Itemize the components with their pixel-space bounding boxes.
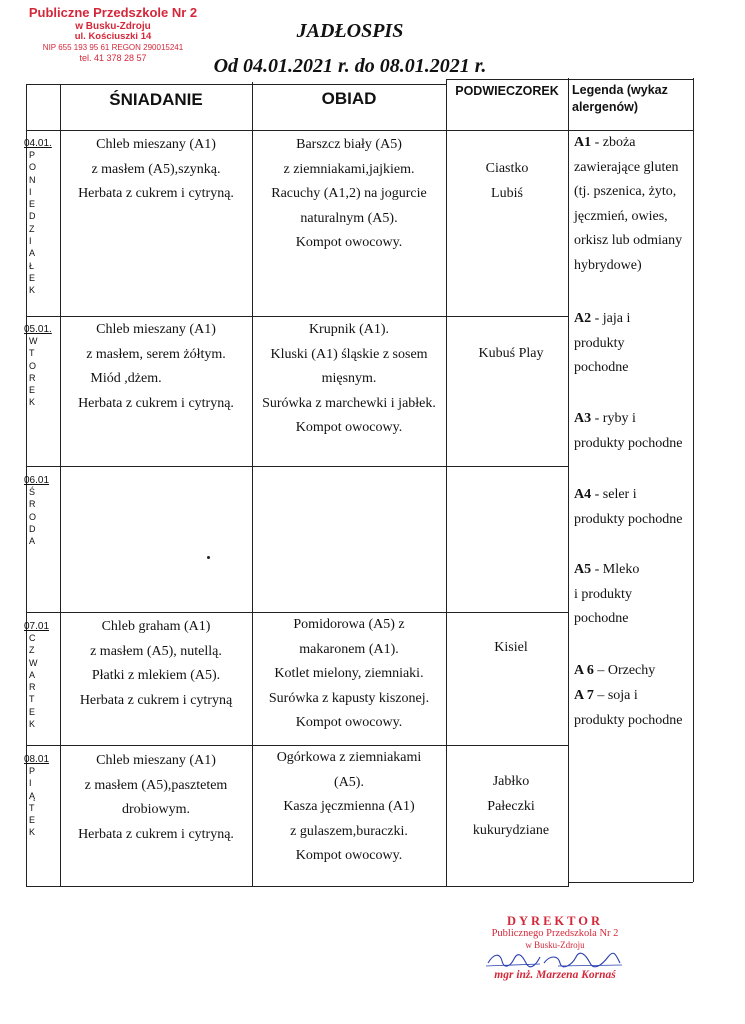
day-name-letter: W: [29, 657, 38, 668]
day-date: 08.01: [24, 754, 50, 765]
legend-text: zawierające gluten: [574, 159, 679, 175]
legend-code: A4: [574, 487, 592, 502]
menu-line: Chleb mieszany (A1): [96, 322, 216, 337]
menu-line: (A5).: [334, 774, 364, 790]
header-lunch: OBIAD: [321, 89, 377, 108]
legend-code: A3: [574, 411, 592, 426]
menu-line: z masłem (A5), nutellą.: [90, 643, 222, 659]
day-name-letter: A: [29, 248, 36, 259]
day-name-letter: D: [29, 523, 36, 534]
legend-text: pochodne: [574, 360, 629, 375]
day-name-letter: E: [29, 706, 36, 717]
director-stamp: [470, 914, 640, 982]
header-legend-line: Legenda (wykaz: [572, 83, 668, 97]
menu-line: Kotlet mielony, ziemniaki.: [274, 666, 424, 681]
stamp-line-3: ul. Kościuszki 14: [74, 31, 152, 43]
legend-text: produkty: [574, 335, 625, 351]
menu-line: Racuchy (A1,2) na jogurcie: [271, 186, 427, 201]
day-name-letter: E: [29, 272, 36, 283]
legend-text: produkty pochodne: [574, 511, 683, 527]
menu-line: Surówka z kapusty kiszonej.: [268, 690, 430, 706]
breakfast-cell: [60, 133, 252, 207]
handwritten-signature-icon: [480, 951, 630, 969]
day-name-letter: A: [29, 669, 36, 680]
menu-line: Herbata z cukrem i cytryną.: [78, 395, 234, 411]
menu-line: Kluski (A1) śląskie z sosem: [270, 346, 428, 362]
day-name-letter: I: [29, 236, 32, 247]
day-name-letter: T: [29, 348, 35, 359]
menu-line: Krupnik (A1).: [308, 322, 390, 337]
day-name-letter: P: [29, 150, 36, 160]
director-name: mgr inż. Marzena Kornaś: [494, 968, 616, 981]
day-label: [24, 621, 54, 730]
date-range: Od 04.01.2021 r. do 08.01.2021 r.: [213, 55, 487, 77]
legend-text: pochodne: [574, 611, 629, 626]
grid-line: [26, 466, 568, 467]
day-name-letter: Z: [29, 645, 35, 656]
menu-line: Kompot owocowy.: [295, 715, 403, 730]
day-name-letter: A: [29, 536, 36, 547]
menu-line: Pomidorowa (A5) z: [293, 617, 405, 632]
day-date: 06.01: [24, 475, 50, 486]
legend-text: i produkty: [574, 586, 632, 602]
day-name-letter: R: [29, 499, 36, 510]
legend-entry-a2: [574, 307, 694, 381]
stamp-line-5: tel. 41 378 28 57: [79, 52, 147, 63]
menu-line: Pałeczki: [487, 798, 535, 814]
menu-line: Kisiel: [494, 640, 528, 655]
director-line-2: Publicznego Przedszkola Nr 2: [491, 928, 619, 940]
menu-line: z masłem (A5),szynką.: [91, 161, 221, 177]
menu-line: Barszcz biały (A5): [296, 137, 402, 152]
legend-code: A1: [574, 135, 592, 150]
day-name-letter: E: [29, 199, 36, 210]
header-legend-line: alergenów): [572, 99, 638, 114]
grid-line: [26, 84, 446, 85]
day-name-letter: T: [29, 802, 35, 813]
menu-line: Płatki z mlekiem (A5).: [91, 668, 221, 683]
day-name-letter: T: [29, 694, 35, 705]
day-name-letter: W: [29, 336, 38, 346]
legend-text: (tj. pszenica, żyto,: [574, 184, 677, 199]
day-name-letter: P: [29, 766, 36, 776]
day-date: 07.01: [24, 621, 50, 632]
lunch-cell: [252, 746, 446, 869]
menu-line: drobiowym.: [121, 802, 191, 817]
header-snack: PODWIECZOREK: [455, 84, 559, 98]
legend-code: A 7: [574, 688, 594, 703]
legend-text: - zboża: [591, 135, 636, 150]
legend-text: – Orzechy: [593, 663, 656, 678]
menu-line: Chleb mieszany (A1): [96, 137, 216, 152]
day-label: [24, 138, 54, 297]
menu-line: Chleb mieszany (A1): [96, 753, 216, 768]
legend-text: - Mleko: [591, 562, 640, 577]
menu-line: Kompot owocowy.: [295, 420, 403, 435]
day-name-letter: Ą: [29, 790, 36, 801]
menu-line: Herbata z cukrem i cytryną.: [78, 186, 234, 201]
day-name-letter: Ł: [29, 260, 35, 271]
menu-line: makaronem (A1).: [299, 641, 399, 657]
day-label: [24, 754, 54, 839]
day-date: 05.01.: [24, 324, 52, 335]
day-name-letter: N: [29, 174, 36, 185]
legend-text: - jaja i: [591, 311, 631, 326]
legend-text: - seler i: [591, 487, 637, 502]
menu-line: Kompot owocowy.: [295, 235, 403, 250]
snack-cell: [446, 342, 576, 367]
day-name-letter: E: [29, 385, 36, 396]
menu-line: z masłem, serem żółtym.: [86, 346, 226, 362]
day-name-letter: R: [29, 372, 36, 383]
menu-line: Kompot owocowy.: [295, 848, 403, 863]
menu-line: z gulaszem,buraczki.: [290, 823, 408, 839]
menu-line: Surówka z marchewki i jabłek.: [262, 395, 436, 411]
menu-line: Kubuś Play: [478, 346, 544, 361]
legend-text: jęczmień, owies,: [574, 208, 668, 224]
menu-line: naturalnym (A5).: [300, 210, 398, 226]
snack-cell: [446, 636, 576, 661]
lunch-cell: [252, 613, 446, 736]
lunch-cell: [252, 133, 446, 256]
legend-code: A5: [574, 562, 592, 577]
menu-line: Chleb graham (A1): [101, 619, 211, 634]
director-line-3: w Busku-Zdroju: [525, 940, 585, 951]
day-label: [24, 475, 54, 547]
legend-entry-a1: [574, 131, 694, 278]
legend-entry-a3: [574, 407, 694, 456]
breakfast-cell: [60, 318, 252, 416]
day-name-letter: O: [29, 162, 37, 173]
day-name-letter: I: [29, 186, 32, 197]
menu-line: Lubiś: [491, 185, 523, 201]
snack-cell: [446, 770, 576, 844]
page-title: JADŁOSPIS: [296, 20, 404, 42]
grid-line: [26, 886, 568, 887]
menu-line: z masłem (A5),pasztetem: [84, 777, 228, 793]
legend-entry-a6: [574, 659, 694, 684]
menu-line: Ogórkowa z ziemniakami: [276, 750, 422, 765]
legend-entry-a7: [574, 684, 694, 733]
breakfast-cell: [60, 749, 252, 847]
legend-text: - ryby i: [591, 411, 636, 426]
menu-line: Miód ,dżem.: [90, 371, 162, 386]
day-name-letter: C: [29, 633, 36, 643]
menu-line: Kasza jęczmienna (A1): [283, 799, 415, 814]
menu-line: kukurydziane: [472, 823, 550, 838]
menu-line: Herbata z cukrem i cytryną: [79, 692, 233, 708]
legend-text: orkisz lub odmiany: [574, 233, 683, 248]
day-name-letter: K: [29, 827, 36, 838]
grid-line: [568, 78, 569, 887]
stray-dot: [207, 556, 210, 559]
day-name-letter: K: [29, 285, 36, 296]
menu-line: z ziemniakami,jajkiem.: [283, 161, 415, 177]
header-legend: [572, 82, 692, 116]
legend-code: A 6: [574, 663, 594, 678]
menu-line: Ciastko: [485, 161, 529, 176]
stamp-line-2: w Busku-Zdroju: [75, 20, 151, 32]
snack-cell: [446, 157, 568, 206]
day-name-letter: K: [29, 397, 36, 408]
day-date: 04.01.: [24, 138, 52, 149]
day-name-letter: O: [29, 511, 37, 522]
day-name-letter: E: [29, 815, 36, 826]
stamp-line-1: Publiczne Przedszkole Nr 2: [28, 5, 198, 20]
day-label: [24, 324, 54, 409]
day-name-letter: Z: [29, 223, 35, 234]
stamp-line-4: NIP 655 193 95 61 REGON 290015241: [42, 43, 184, 53]
day-name-letter: Ś: [29, 487, 36, 497]
legend-text: hybrydowe): [574, 257, 642, 273]
legend-code: A2: [574, 311, 592, 326]
grid-line: [26, 316, 568, 317]
day-name-letter: K: [29, 719, 36, 730]
lunch-cell: [252, 318, 446, 441]
menu-line: mięsnym.: [321, 371, 377, 386]
day-name-letter: D: [29, 211, 36, 222]
header-breakfast: ŚNIADANIE: [109, 90, 203, 109]
menu-line: Jabłko: [492, 774, 530, 789]
legend-entry-a5: [574, 558, 694, 632]
breakfast-cell: [60, 615, 252, 713]
legend-text: produkty pochodne: [574, 712, 683, 728]
day-name-letter: I: [29, 778, 32, 789]
grid-line: [568, 882, 693, 883]
day-name-letter: O: [29, 360, 37, 371]
legend-text: – soja i: [593, 688, 638, 703]
legend-text: produkty pochodne: [574, 435, 683, 451]
day-name-letter: R: [29, 682, 36, 693]
legend-entry-a4: [574, 483, 694, 532]
menu-line: Herbata z cukrem i cytryną.: [78, 826, 234, 842]
grid-line: [446, 79, 693, 80]
director-title: DYREKTOR: [506, 914, 603, 928]
